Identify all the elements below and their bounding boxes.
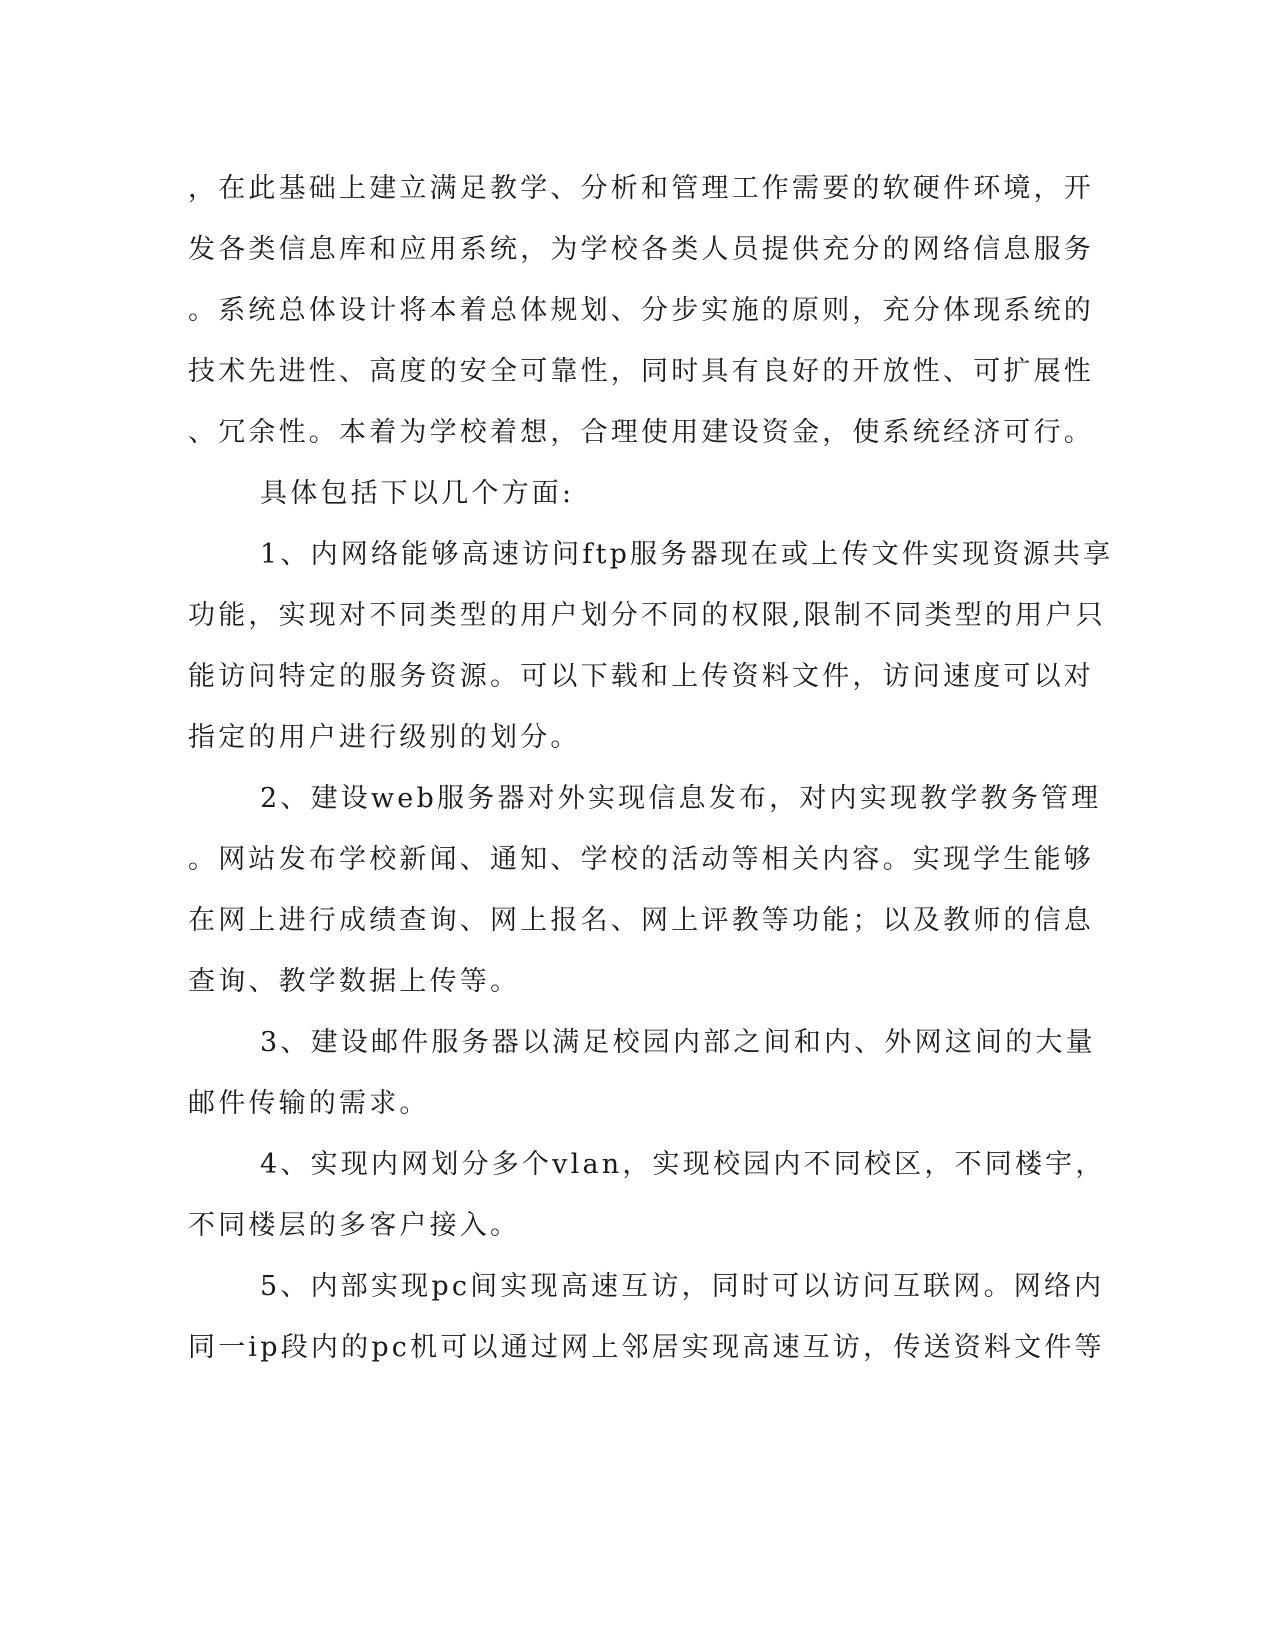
text-line: 技术先进性、高度的安全可靠性，同时具有良好的开放性、可扩展性 <box>188 356 1094 387</box>
text-line: 不同楼层的多客户接入。 <box>188 1210 521 1241</box>
list-item-2-line: 2、建设web服务器对外实现信息发布，对内实现教学教务管理 <box>260 783 1102 814</box>
section-intro-line: 具体包括下以几个方面: <box>260 478 575 509</box>
text-line: 、冗余性。本着为学校着想，合理使用建设资金，使系统经济可行。 <box>188 417 1094 448</box>
text-line: 同一ip段内的pc机可以通过网上邻居实现高速互访，传送资料文件等 <box>188 1332 1105 1363</box>
text-line: 在网上进行成绩查询、网上报名、网上评教等功能；以及教师的信息 <box>188 905 1094 936</box>
list-item-3-line: 3、建设邮件服务器以满足校园内部之间和内、外网这间的大量 <box>260 1027 1096 1058</box>
list-item-4-line: 4、实现内网划分多个vlan，实现校园内不同校区，不同楼宇， <box>260 1149 1106 1180</box>
text-line: 功能，实现对不同类型的用户划分不同的权限,限制不同类型的用户只 <box>188 600 1106 631</box>
list-item-1-line: 1、内网络能够高速访问ftp服务器现在或上传文件实现资源共享 <box>260 539 1114 570</box>
list-item-5-line: 5、内部实现pc间实现高速互访，同时可以访问互联网。网络内 <box>260 1271 1105 1302</box>
text-line: 。系统总体设计将本着总体规划、分步实施的原则，充分体现系统的 <box>188 295 1094 326</box>
text-line: 查询、教学数据上传等。 <box>188 966 521 997</box>
text-line: 发各类信息库和应用系统，为学校各类人员提供充分的网络信息服务 <box>188 234 1094 265</box>
text-line: ，在此基础上建立满足教学、分析和管理工作需要的软硬件环境，开 <box>188 173 1094 204</box>
document-body <box>188 158 1114 1378</box>
text-line: 。网站发布学校新闻、通知、学校的活动等相关内容。实现学生能够 <box>188 844 1094 875</box>
text-line: 邮件传输的需求。 <box>188 1088 430 1119</box>
text-line: 能访问特定的服务资源。可以下载和上传资料文件，访问速度可以对 <box>188 661 1094 692</box>
text-line: 指定的用户进行级别的划分。 <box>188 722 581 753</box>
